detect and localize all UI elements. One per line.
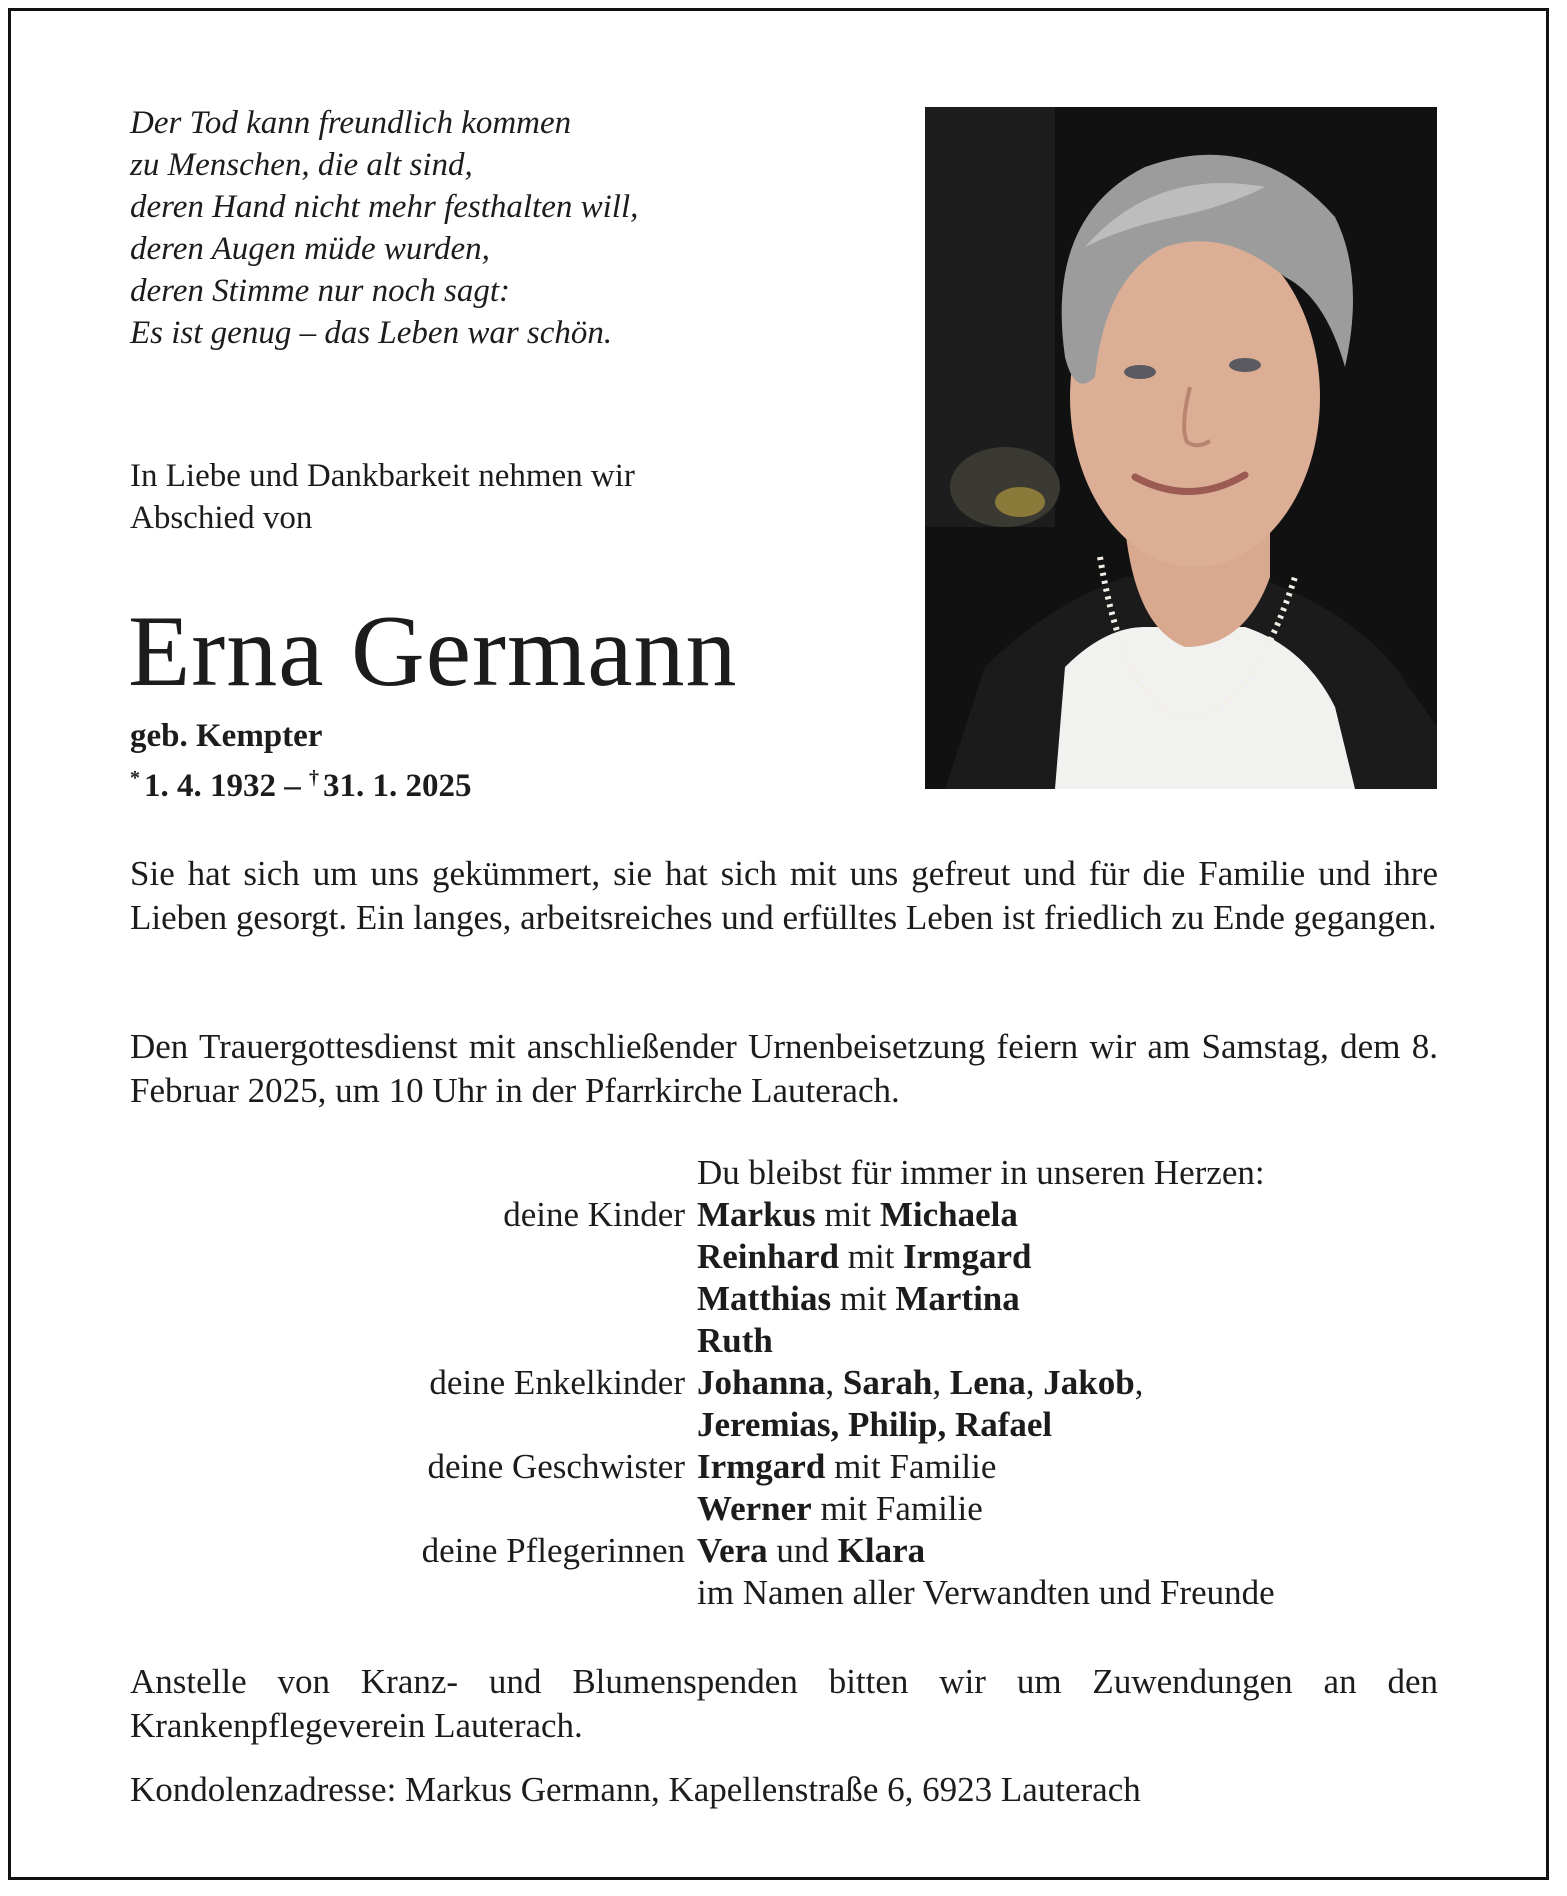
relative-name: Werner: [697, 1489, 812, 1528]
family-row: Matthias mit Martina: [697, 1279, 1020, 1318]
relative-name: Reinhard: [697, 1237, 839, 1276]
paragraph-life: Sie hat sich um uns gekümmert, sie hat sich mit uns gefreut und für die Familie und ihre Lieben gesorgt. Ein langes, arbeitsreiches und erfülltes Leben ist friedlich zu Ende gegangen.: [130, 854, 1438, 937]
family-row: deine Enkelkinder Johanna, Sarah, Lena, Jakob,: [130, 1362, 1438, 1404]
condolence-address: Kondolenzadresse: Markus Germann, Kapellenstraße 6, 6923 Lauterach: [130, 1770, 1141, 1809]
birth-death-block: [130, 715, 472, 807]
born-date: 1. 4. 1932: [144, 768, 276, 804]
family-row: [130, 1320, 1438, 1362]
relative-name: Sarah: [842, 1363, 933, 1402]
family-label: deine Geschwister: [427, 1447, 685, 1486]
intro-text: [130, 455, 635, 539]
family-row: deine Geschwister Irmgard mit Familie: [130, 1446, 1438, 1488]
family-label: deine Kinder: [503, 1195, 685, 1234]
paragraph-service: Den Trauergottesdienst mit anschließender Urnenbeisetzung feiern wir am Samstag, dem 8. Februar 2025, um 10 Uhr in der Pfarrkirche Lauterach.: [130, 1027, 1438, 1110]
family-row: [130, 1572, 1438, 1614]
deceased-name: Erna Germann: [128, 595, 738, 708]
relative-name: Michaela: [879, 1195, 1018, 1234]
date-dash: –: [276, 768, 309, 804]
intro-line: Abschied von: [130, 500, 313, 536]
family-heading: Du bleibst für immer in unseren Herzen:: [697, 1153, 1265, 1192]
paragraph-donations: Anstelle von Kranz- und Blumenspenden bitten wir um Zuwendungen an den Krankenpflegeverein Lauterach.: [130, 1662, 1438, 1745]
intro-line: In Liebe und Dankbarkeit nehmen wir: [130, 458, 635, 494]
relative-name: Jeremias: [697, 1405, 831, 1444]
poem: [130, 102, 638, 354]
family-closing: im Namen aller Verwandten und Freunde: [697, 1573, 1275, 1612]
died-date: 31. 1. 2025: [323, 768, 472, 804]
relative-name: Martina: [895, 1279, 1020, 1318]
portrait-photo: [925, 107, 1437, 789]
relative-name: Philip: [847, 1405, 938, 1444]
poem-line: deren Hand nicht mehr festhalten will,: [130, 189, 639, 225]
died-symbol: †: [309, 767, 319, 789]
poem-line: deren Augen müde wurden,: [130, 231, 490, 267]
family-label: deine Pflegerinnen: [421, 1531, 685, 1570]
poem-line: deren Stimme nur noch sagt:: [130, 273, 511, 309]
dates: [130, 757, 472, 807]
relative-name: Johanna: [697, 1363, 826, 1402]
relative-name: Ruth: [697, 1321, 773, 1360]
relative-name: Klara: [837, 1531, 926, 1570]
family-heading-row: [130, 1152, 1438, 1194]
family-row: Reinhard mit Irmgard: [697, 1237, 1032, 1276]
relative-name: Irmgard: [903, 1237, 1032, 1276]
family-row: Werner mit Familie: [697, 1489, 983, 1528]
born-symbol: *: [130, 767, 140, 789]
family-row: deine Pflegerinnen Vera und Klara: [130, 1530, 1438, 1572]
relative-name: Jakob: [1043, 1363, 1135, 1402]
family-row: Jeremias, Philip, Rafael: [697, 1405, 1053, 1444]
relative-name: Irmgard: [697, 1447, 826, 1486]
maiden-name: geb. Kempter: [130, 718, 323, 754]
relative-name: Vera: [697, 1531, 768, 1570]
relative-name: Markus: [697, 1195, 816, 1234]
relative-name: Rafael: [954, 1405, 1053, 1444]
portrait-illustration: [925, 107, 1437, 789]
family-list: [130, 1152, 1438, 1614]
family-row: deine Kinder Markus mit Michaela: [130, 1194, 1438, 1236]
relative-name: Matthias: [697, 1279, 832, 1318]
poem-line: Der Tod kann freundlich kommen: [130, 105, 572, 141]
poem-line: Es ist genug – das Leben war schön.: [130, 315, 613, 351]
relative-name: Lena: [949, 1363, 1026, 1402]
family-label: deine Enkelkinder: [429, 1363, 685, 1402]
poem-line: zu Menschen, die alt sind,: [130, 147, 473, 183]
